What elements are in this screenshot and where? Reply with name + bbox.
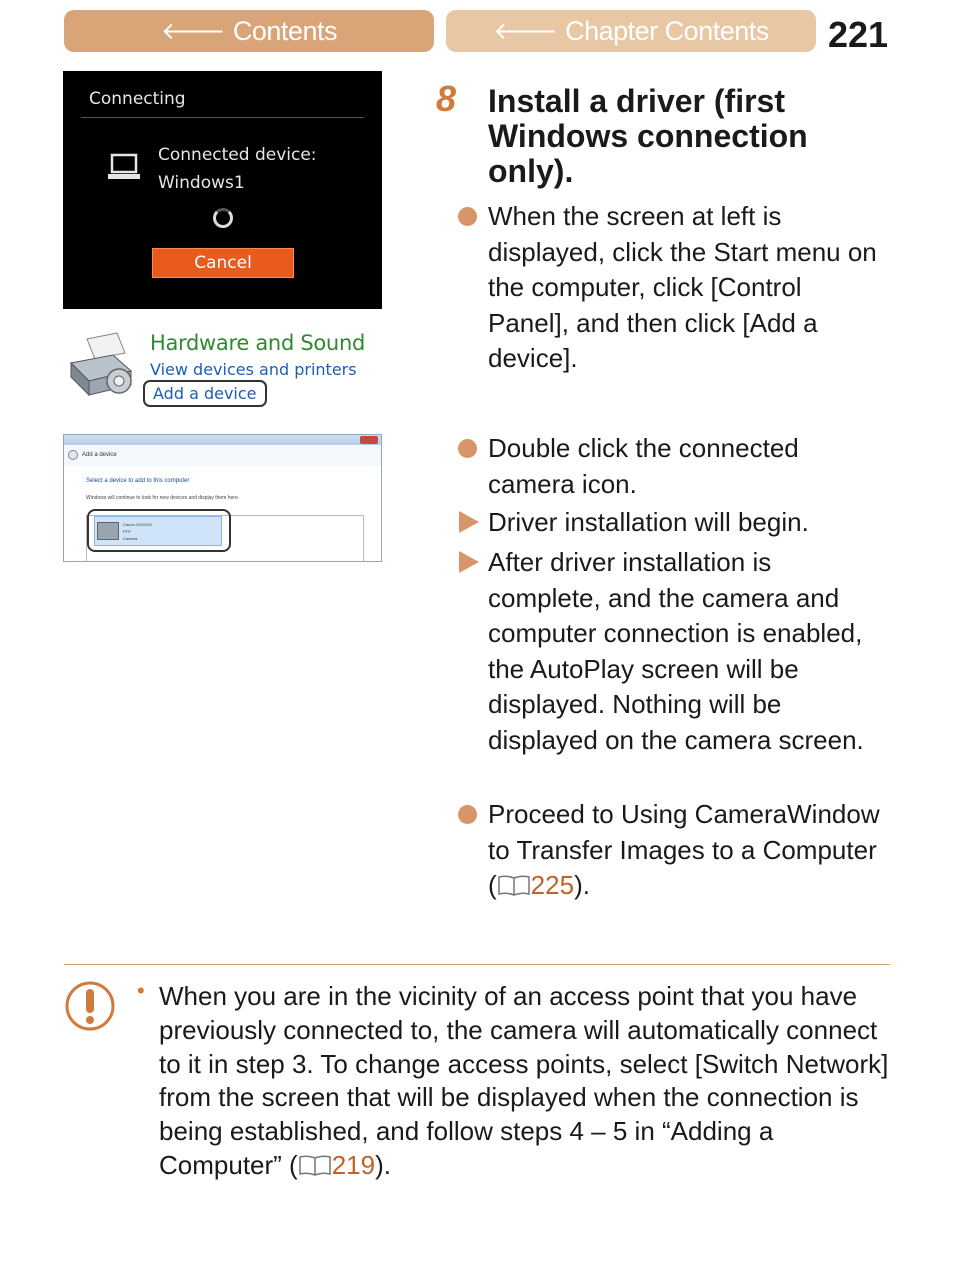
page-number: 221 (828, 14, 889, 55)
page-reference-link[interactable]: 225 (530, 870, 575, 900)
section-divider (64, 964, 890, 965)
device-type: Camera (123, 536, 138, 541)
cancel-button[interactable]: Cancel (152, 248, 294, 278)
hardware-and-sound-title[interactable]: Hardware and Sound (150, 331, 365, 355)
list-item (458, 545, 888, 758)
caution-bullet: • (137, 978, 145, 1003)
book-icon (497, 874, 531, 896)
bullet-text: After driver installation is complete, and the camera and computer connection is enabled, the AutoPlay screen will be displayed. Nothing will be displayed on the camera screen. (488, 547, 864, 755)
device-highlight-frame (87, 509, 231, 552)
laptop-icon (107, 151, 141, 185)
spinner-icon (213, 208, 233, 228)
bullet-dot-icon (458, 207, 477, 226)
bullet-text-before: Proceed to Using CameraWindow to Transfer Images to a Computer ( (488, 799, 880, 900)
caution-icon (64, 980, 116, 1032)
back-icon[interactable] (68, 450, 78, 460)
window-subtext: Windows will continue to look for new devices and display them here. (86, 495, 240, 501)
device-name: Canon XXXXXX (123, 522, 152, 527)
caution-text-after: ). (375, 1149, 391, 1180)
bullet-text: When the screen at left is displayed, click the Start menu on the computer, click [Control Panel], and then click [Add a device]. (488, 201, 877, 373)
bullet-text (488, 797, 888, 904)
add-device-link[interactable] (143, 380, 267, 407)
contents-label: Contents (232, 15, 337, 46)
hardware-and-sound-panel (63, 325, 383, 410)
bullet-text-after: ). (574, 870, 590, 900)
add-device-window (63, 434, 382, 562)
bullet-dot-icon (458, 805, 477, 824)
bullet-arrow-icon (459, 511, 479, 533)
camera-screen-image (63, 71, 382, 309)
camera-screen-title: Connecting (89, 89, 186, 109)
device-protocol: PTP (123, 529, 131, 534)
book-icon (298, 1154, 332, 1176)
window-title: Add a device (82, 452, 117, 458)
left-arrow-icon: 🡐 (493, 18, 558, 45)
window-heading: Select a device to add to this computer (86, 478, 190, 484)
connected-device-label: Connected device: (158, 145, 317, 165)
caution-text-before: When you are in the vicinity of an access point that you have previously connected to, the camera will automatically connect to it in step 3. To change access points, select [Switch Network] from the screen that will be displayed when the connection is being established, and follow steps 4 – 5 in “Adding a Computer” ( (159, 981, 889, 1180)
list-item (458, 505, 888, 541)
list-item (458, 199, 888, 377)
camera-screen-divider (81, 117, 364, 118)
contents-button[interactable] (64, 10, 434, 52)
caution-text (159, 980, 894, 1183)
window-breadcrumb (68, 450, 117, 460)
bullet-text: Double click the connected camera icon. (488, 433, 799, 499)
step-number: 8 (436, 78, 457, 119)
add-device-label: Add a device (153, 384, 257, 403)
chapter-contents-button[interactable] (446, 10, 816, 52)
view-devices-link[interactable]: View devices and printers (150, 360, 357, 379)
chapter-contents-label: Chapter Contents (565, 15, 769, 46)
step-title: Install a driver (first Windows connection only). (488, 83, 808, 189)
page-reference-link[interactable]: 219 (331, 1149, 376, 1180)
bullet-arrow-icon (459, 551, 479, 573)
list-item (458, 431, 888, 502)
bullet-dot-icon (458, 439, 477, 458)
connected-device-name: Windows1 (158, 173, 245, 193)
list-item (458, 797, 888, 904)
window-titlebar (64, 435, 381, 445)
left-arrow-icon: 🡐 (161, 18, 225, 45)
bullet-text: Driver installation will begin. (488, 507, 809, 537)
close-icon[interactable] (360, 436, 378, 444)
printer-icon (65, 331, 137, 401)
